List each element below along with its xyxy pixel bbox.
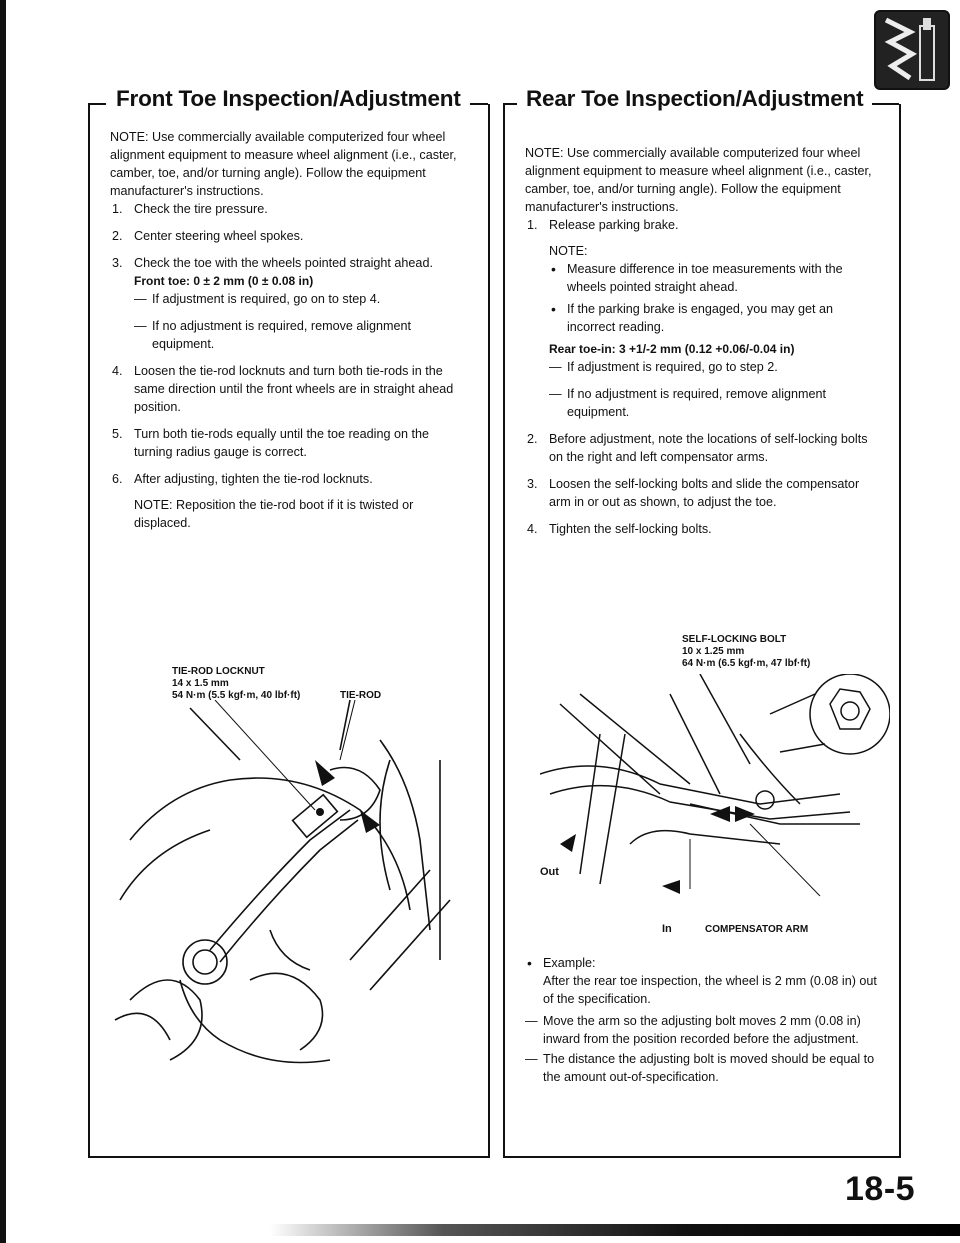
step-number: 4.: [527, 522, 538, 536]
suspension-section-icon: [874, 10, 950, 90]
bottom-rule: [270, 1224, 960, 1236]
dash-text: If no adjustment is required, remove alignment equipment.: [567, 387, 827, 419]
rear-note-bullet: • If the parking brake is engaged, you may get an incorrect reading.: [551, 301, 834, 334]
dash-text: Move the arm so the adjusting bolt moves 2 mm (0.08 in) inward from the position recorded before the adjustment.: [543, 1014, 861, 1046]
step-text: After adjusting, tighten the tie-rod locknuts.: [134, 472, 373, 486]
step-number: 5.: [112, 427, 123, 441]
rear-toe-note: NOTE: Use commercially available computerized four wheel alignment equipment to measure wheel alignment (i.e., caster, camber, toe, and/or turning angle). Follow the equipment manufacturer's instructions.: [525, 146, 872, 214]
dash-item: — If adjustment is required, go on to step 4.: [134, 292, 381, 306]
callout-line: 64 N·m (6.5 kgf·m, 47 lbf·ft): [682, 658, 811, 669]
front-step: [110, 425, 462, 461]
dash-item: — If no adjustment is required, remove alignment equipment.: [134, 319, 412, 351]
page-number: 18-5: [845, 1170, 916, 1208]
rear-step: [525, 216, 881, 421]
front-toe-spec: Front toe: 0 ± 2 mm (0 ± 0.08 in): [134, 274, 314, 288]
dash-text: If adjustment is required, go on to step 4.: [152, 292, 381, 306]
rear-toe-title: Rear Toe Inspection/Adjustment: [520, 86, 869, 112]
example-bullet: • Example: After the rear toe inspection, the wheel is 2 mm (0.08 in) out of the specification.: [527, 955, 877, 1006]
step-text: Turn both tie-rods equally until the toe reading on the turning radius gauge is correct.: [134, 427, 429, 459]
step-number: 4.: [112, 364, 123, 378]
dash-text: If no adjustment is required, remove alignment equipment.: [152, 319, 412, 351]
callout-line: 14 x 1.5 mm: [172, 678, 229, 689]
self-locking-bolt-callout: [682, 634, 810, 670]
front-toe-note: NOTE: Use commercially available computerized four wheel alignment equipment to measure wheel alignment (i.e., caster, camber, toe, and/or turning angle). Follow the equipment manufacturer's instructions.: [110, 130, 457, 198]
front-toe-content: [110, 128, 462, 541]
dash-text: If adjustment is required, go to step 2.: [567, 360, 778, 374]
example-text: After the rear toe inspection, the wheel is 2 mm (0.08 in) out of the specification.: [543, 974, 877, 1006]
rear-toe-spec: Rear toe-in: 3 +1/-2 mm (0.12 +0.06/-0.04 in): [549, 342, 795, 356]
step-number: 3.: [112, 256, 123, 270]
out-label: Out: [540, 866, 559, 878]
bullet-text: Measure difference in toe measurements with the wheels pointed straight ahead.: [567, 262, 843, 294]
dash-item: — If adjustment is required, go to step 2.: [549, 360, 778, 374]
callout-line: TIE-ROD LOCKNUT: [172, 666, 265, 677]
front-step: [110, 362, 462, 416]
step-text: Check the tire pressure.: [134, 202, 268, 216]
rear-step: [525, 430, 881, 466]
step-number: 1.: [112, 202, 123, 216]
rear-note-label: NOTE:: [549, 244, 588, 258]
rear-step: [525, 520, 881, 538]
compensator-arm-callout: COMPENSATOR ARM: [705, 924, 809, 935]
step-text: Check the toe with the wheels pointed straight ahead.: [134, 256, 433, 270]
front-step: [110, 227, 462, 245]
step-text: Center steering wheel spokes.: [134, 229, 304, 243]
dash-item: — If no adjustment is required, remove alignment equipment.: [549, 387, 827, 419]
front-step: [110, 254, 462, 353]
callout-line: 54 N·m (5.5 kgf·m, 40 lbf·ft): [172, 690, 301, 701]
step-number: 3.: [527, 477, 538, 491]
rear-step: [525, 475, 881, 511]
tie-rod-locknut-callout: [172, 666, 300, 702]
step-text: Release parking brake.: [549, 218, 679, 232]
front-step: [110, 200, 462, 218]
step-number: 2.: [527, 432, 538, 446]
step-text: Loosen the self-locking bolts and slide the compensator arm in or out as shown, to adjust the toe.: [549, 477, 860, 509]
bullet-text: If the parking brake is engaged, you may get an incorrect reading.: [567, 302, 834, 334]
step-number: 6.: [112, 472, 123, 486]
rear-toe-content: [525, 144, 881, 547]
step-text: Tighten the self-locking bolts.: [549, 522, 712, 536]
compensator-arm-illustration: [540, 674, 890, 914]
rear-note-bullet: • Measure difference in toe measurements with the wheels pointed straight ahead.: [551, 261, 843, 294]
example-label: Example:: [543, 956, 596, 970]
rear-example: [525, 954, 881, 1095]
step-number: 2.: [112, 229, 123, 243]
page-spine: [0, 0, 6, 1243]
step-number: 1.: [527, 218, 538, 232]
tie-rod-illustration: [110, 700, 470, 1080]
step-text: Loosen the tie-rod locknuts and turn both tie-rods in the same direction until the front wheels are in straight ahead position.: [134, 364, 454, 414]
callout-line: 10 x 1.25 mm: [682, 646, 745, 657]
step-text: Before adjustment, note the locations of self-locking bolts on the right and left compensator arms.: [549, 432, 868, 464]
callout-line: SELF-LOCKING BOLT: [682, 634, 787, 645]
front-toe-title: Front Toe Inspection/Adjustment: [110, 86, 467, 112]
in-label: In: [662, 923, 672, 935]
dash-item: — Move the arm so the adjusting bolt moves 2 mm (0.08 in) inward from the position recorded before the adjustment.: [525, 1014, 861, 1046]
dash-item: — The distance the adjusting bolt is moved should be equal to the amount out-of-specification.: [525, 1052, 875, 1084]
front-step: [110, 470, 462, 532]
dash-text: The distance the adjusting bolt is moved should be equal to the amount out-of-specification.: [543, 1052, 875, 1084]
front-reposition-note: NOTE: Reposition the tie-rod boot if it is twisted or displaced.: [134, 498, 414, 530]
tie-rod-callout: TIE-ROD: [340, 690, 382, 701]
